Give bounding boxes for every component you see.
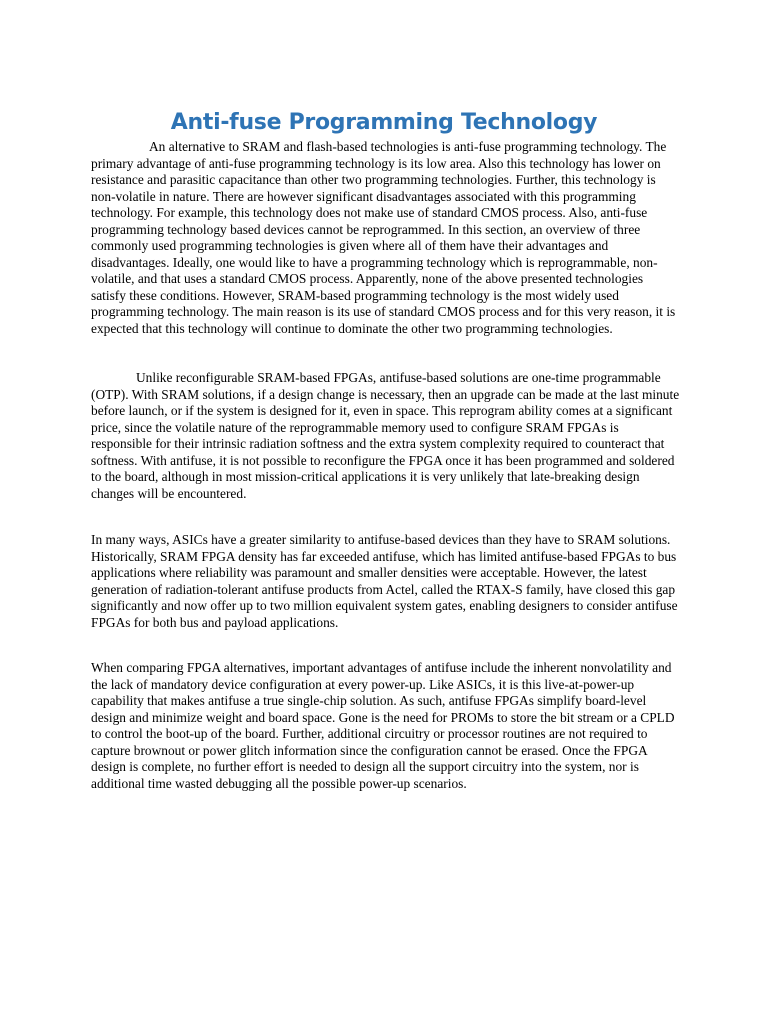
paragraph-2: Unlike reconfigurable SRAM-based FPGAs, antifuse-based solutions are one-time programmable (OTP). With SRAM solutions, if a design change is necessary, then an upgrade can be made at the last minute before launch, or if the system is designed for it, even in space. This reprogram ability comes at a significant price, since the volatile nature of the reprogrammable memory used to configure SRAM FPGAs is responsible for their intrinsic radiation softness and the extra system complexity required to counteract that softness. With antifuse, it is not possible to reconfigure the FPGA once it has been programmed and soldered to the board, although in most mission-critical applications it is very unlikely that late-breaking design changes will be encountered. — [91, 370, 680, 501]
paragraph-3: In many ways, ASICs have a greater similarity to antifuse-based devices than they have to SRAM solutions. Historically, SRAM FPGA density has far exceeded antifuse, which has limited antifuse-based FPGAs to bus applications where reliability was paramount and smaller densities were acceptable. However, the latest generation of radiation-tolerant antifuse products from Actel, called the RTAX-S family, have closed this gap significantly and now offer up to two million equivalent system gates, enabling designers to consider antifuse FPGAs for both bus and payload applications. — [91, 532, 678, 630]
paragraph-1: An alternative to SRAM and flash-based technologies is anti-fuse programming technology. The primary advantage of anti-fuse programming technology is its low area. Also this technology has lower on resistance and parasitic capacitance than other two programming technologies. Further, this technology is non-volatile in nature. There are however significant disadvantages associated with this programming technology. For example, this technology does not make use of standard CMOS process. Also, anti-fuse programming technology based devices cannot be reprogrammed. In this section, an overview of three commonly used programming technologies is given where all of them have their advantages and disadvantages. Ideally, one would like to have a programming technology which is reprogrammable, non-volatile, and that uses a standard CMOS process. Apparently, none of the above presented technologies satisfy these conditions. However, SRAM-based programming technology is the most widely used programming technology. The main reason is its use of standard CMOS process and for this very reason, it is expected that this technology will continue to dominate the other two programming technologies. — [91, 139, 676, 336]
paragraph-4: When comparing FPGA alternatives, important advantages of antifuse include the inherent nonvolatility and the lack of mandatory device configuration at every power-up. Like ASICs, it is this live-at-power-up capability that makes antifuse a true single-chip solution. As such, antifuse FPGAs simplify board-level design and minimize weight and board space. Gone is the need for PROMs to store the bit stream or a CPLD to control the boot-up of the board. Further, additional circuitry or processor routines are not required to capture brownout or power glitch information since the configuration cannot be erased. Once the FPGA design is complete, no further effort is needed to design all the support circuitry into the system, nor is additional time wasted debugging all the possible power-up scenarios. — [91, 660, 675, 791]
document-title: Anti-fuse Programming Technology — [170, 110, 598, 135]
